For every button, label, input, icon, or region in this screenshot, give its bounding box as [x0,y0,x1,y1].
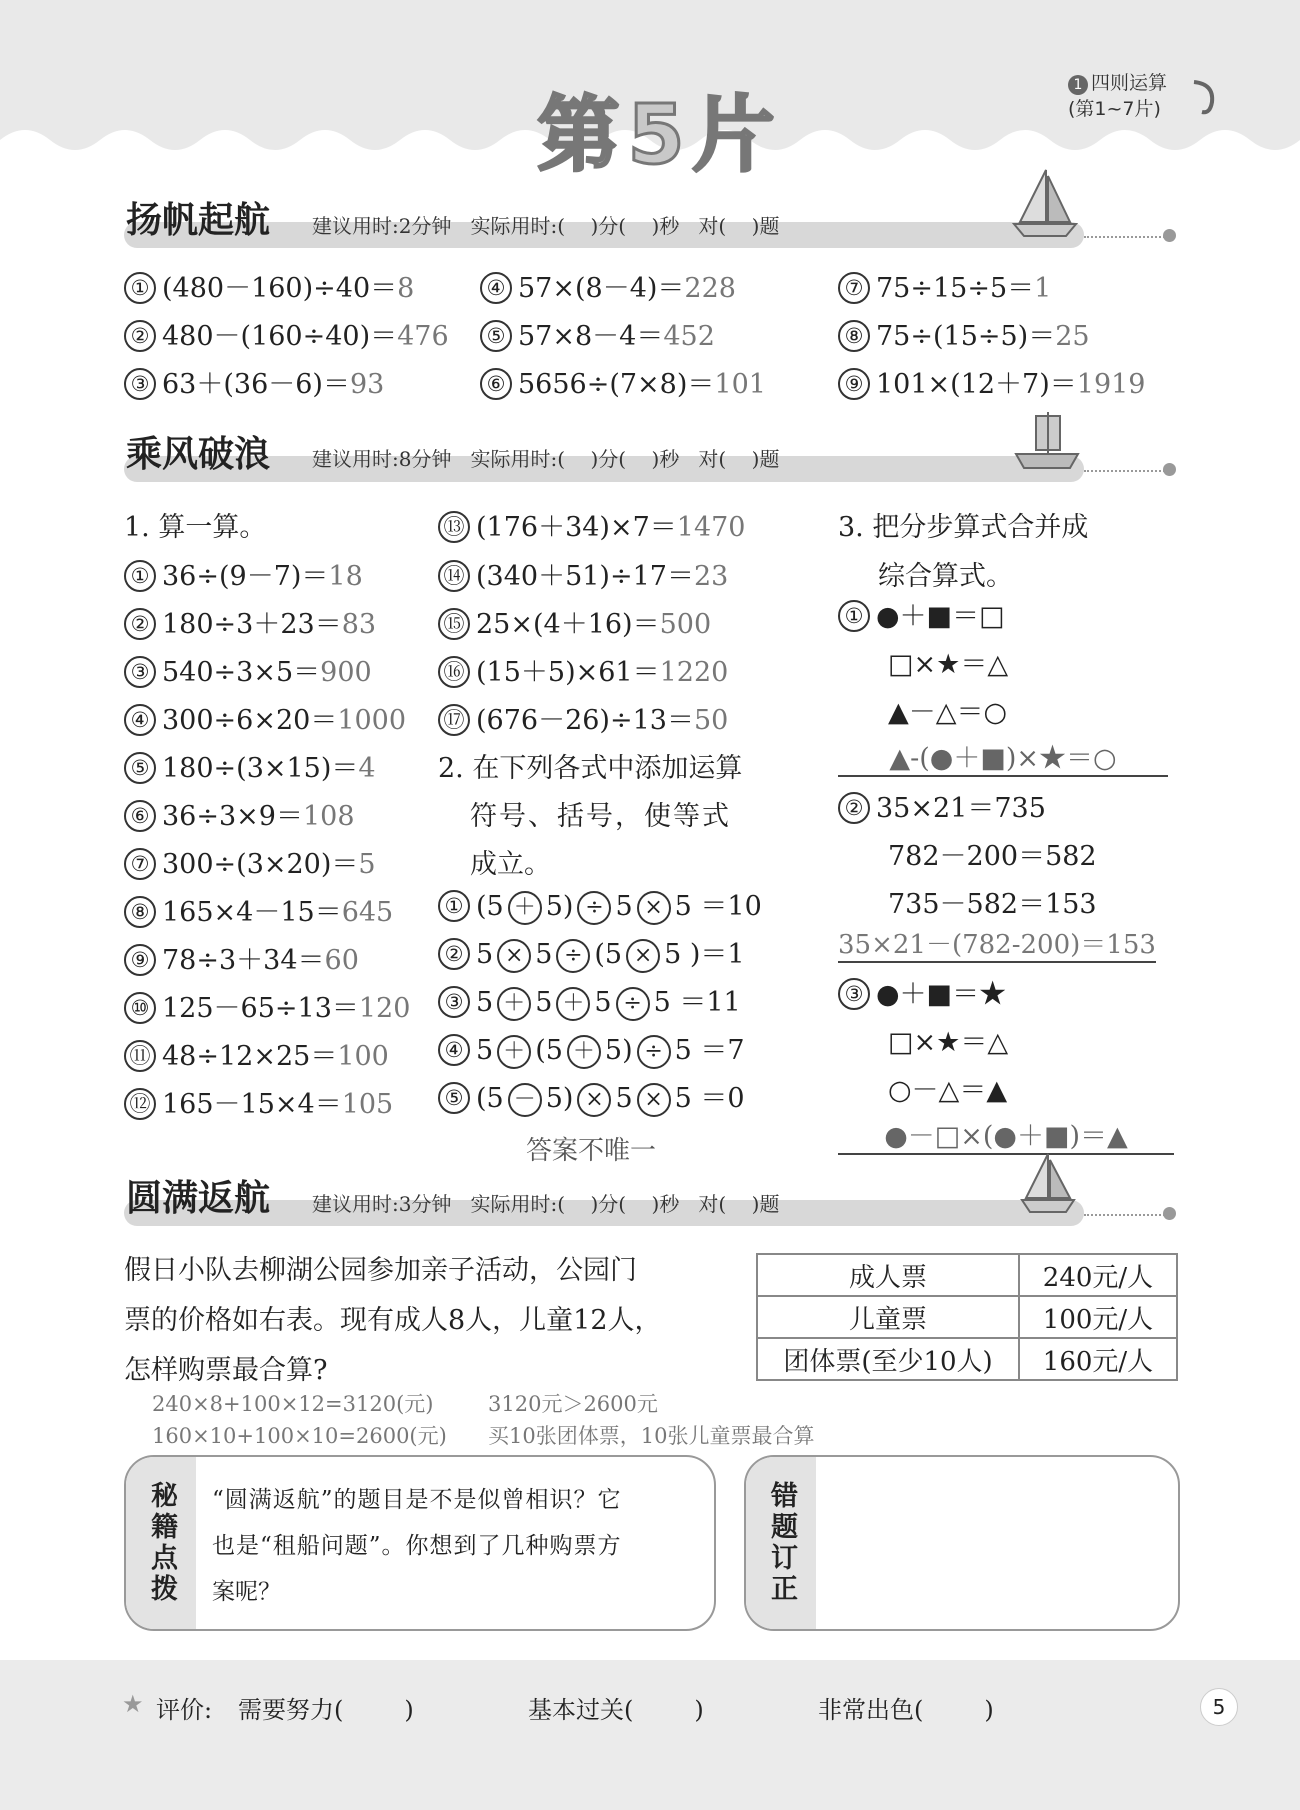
p2-item-3-mid2: 5 [594,987,612,1018]
p2-item-4-pre: 5 [476,1035,494,1066]
problem-line-2: 票的价格如右表。现有成人8人，儿童12人， [124,1305,662,1336]
p3-2-step2: 782－200＝582 [888,841,1097,872]
p3-2-step1: 35×21＝735 [876,793,1046,824]
p2-item-2-pre: 5 [476,939,494,970]
table-row [757,1296,1177,1338]
p2-item-3-mid1: 5 [535,987,553,1018]
sailboat-small-icon [1018,1150,1078,1216]
p2-item-5-end: 5 ＝0 [674,1083,745,1114]
p2-item-1-op1: ＋ [508,891,542,925]
s1-item-7 [838,266,1051,305]
p1-item-14 [438,554,728,593]
p2-item-4-op2: ＋ [567,1035,601,1069]
correction-label: 错题订正 [746,1457,816,1629]
p2-item-1-num: ① [438,890,470,922]
p1-item-3-answer: 900 [320,657,372,688]
p1-item-7-answer: 5 [358,849,376,880]
p1-item-16-answer: 1220 [659,657,729,688]
s1-item-4-num: ④ [480,272,512,304]
p1-item-6-question: 36÷3×9＝ [162,801,303,832]
p2-item-2-mid2: (5 [594,939,623,970]
s1-item-5 [480,314,715,353]
ticket-type: 团体票(至少10人) [757,1338,1019,1380]
p1-item-12-answer: 105 [341,1089,394,1120]
part3-title-2: 综合算式。 [878,561,1013,592]
p2-item-4-num: ④ [438,1034,470,1066]
s1-item-3-answer: 93 [349,369,385,400]
p2-item-4-end: 5 ＝7 [674,1035,745,1066]
p1-item-10 [124,986,410,1025]
p1-item-5-question: 180÷(3×15)＝ [162,753,359,784]
ship-icon [1012,410,1082,474]
section1-dotted-line [1084,236,1168,238]
p1-item-16-num: ⑯ [438,656,470,688]
p2-item-5-op2: × [577,1083,611,1117]
p3-2-step3: 735－582＝153 [888,889,1097,920]
p1-item-12-question: 165－15×4＝ [162,1089,342,1120]
p1-item-13-question: (176＋34)×7＝ [476,512,677,543]
s1-item-5-num: ⑤ [480,320,512,352]
p1-item-1-answer: 18 [328,561,363,592]
p1-item-3 [124,650,372,689]
ticket-type: 儿童票 [757,1296,1019,1338]
p3-2-line1 [838,786,1046,825]
p3-3-line1 [838,972,1006,1011]
s1-item-3-num: ③ [124,368,156,400]
p2-item-1-op3: × [637,891,671,925]
p1-item-6-num: ⑥ [124,800,156,832]
s1-item-9-answer: 1919 [1076,369,1146,400]
p2-item-1-op2: ÷ [577,891,611,925]
s1-item-2-answer: 476 [397,321,449,352]
p1-item-8 [124,890,393,929]
p1-item-17-question: (676－26)÷13＝ [476,705,694,736]
answer-calc-1: 240×8+100×12=3120(元) [152,1392,434,1416]
p2-item-4 [438,1028,745,1069]
s1-item-7-question: 75÷15÷5＝ [876,273,1035,304]
p1-item-17 [438,698,728,737]
p2-item-2 [438,932,745,973]
p1-item-14-question: (340＋51)÷17＝ [476,561,694,592]
p2-item-4-mid2: 5) [604,1035,633,1066]
footer-band [0,1660,1300,1810]
p1-item-13-num: ⑬ [438,511,470,543]
eval-excellent[interactable]: 非常出色( ) [818,1696,994,1724]
s1-item-8-num: ⑧ [838,320,870,352]
page-title: 第5片 [537,88,783,183]
p1-item-6-answer: 108 [302,801,355,832]
p1-item-4-answer: 1000 [337,705,407,736]
p2-item-4-op1: ＋ [497,1035,531,1069]
p2-item-2-end: 5 )＝1 [664,939,745,970]
p2-item-1-end: 5 ＝10 [674,891,762,922]
p1-item-7-question: 300÷(3×20)＝ [162,849,359,880]
problem-line-3: 怎样购票最合算? [124,1355,328,1386]
p1-item-7-num: ⑦ [124,848,156,880]
section2-dotted-line [1084,470,1168,472]
eval-label: 评价: [156,1696,213,1724]
p1-item-7 [124,842,376,881]
section3-dotted-line [1084,1214,1168,1216]
p2-item-5-mid1: 5) [545,1083,574,1114]
p1-item-5-num: ⑤ [124,752,156,784]
eval-basic-pass[interactable]: 基本过关( ) [528,1696,704,1724]
tip-box [124,1455,716,1631]
ticket-price: 100元/人 [1019,1296,1177,1338]
tip-line-3: 案呢？ [212,1579,281,1605]
p1-item-3-num: ③ [124,656,156,688]
p3-3-answer: ●－□×(●＋■)＝▲ [838,1114,1174,1155]
p3-1-step1: ●＋■＝□ [876,601,1005,632]
p3-1-line1 [838,594,1005,633]
problem-line-1: 假日小队去柳湖公园参加亲子活动，公园门 [124,1255,637,1286]
p3-3-step3: ○－△＝▲ [888,1075,1008,1106]
p1-item-10-question: 125－65÷13＝ [162,993,359,1024]
p1-item-15-answer: 500 [659,609,712,640]
p2-item-5-op3: × [637,1083,671,1117]
p3-1-step3: ▲－△＝○ [888,697,1008,728]
s1-item-2-question: 480－(160÷40)＝ [162,321,398,352]
s1-item-5-answer: 452 [663,321,715,352]
s1-item-4-answer: 228 [684,273,736,304]
s1-item-6 [480,362,766,401]
p3-1-step2: □×★＝△ [888,649,1009,680]
part2-note: 答案不唯一 [526,1136,657,1166]
p2-item-5-pre: (5 [476,1083,504,1114]
p1-item-11-num: ⑪ [124,1040,156,1072]
p2-item-2-op1: × [497,939,531,973]
p3-1-answer: ▲-(●＋■)×★＝○ [838,736,1168,777]
p2-item-2-op3: × [626,939,660,973]
p1-item-10-answer: 120 [358,993,411,1024]
s1-item-4 [480,266,736,305]
s1-item-5-question: 57×8－4＝ [518,321,664,352]
p1-item-15-num: ⑮ [438,608,470,640]
p1-item-17-num: ⑰ [438,704,470,736]
s1-item-3 [124,362,384,401]
star-icon: ★ [122,1690,144,1718]
table-row [757,1254,1177,1296]
p1-item-6 [124,794,355,833]
p3-3-num: ③ [838,978,870,1010]
s1-item-6-question: 5656÷(7×8)＝ [518,369,715,400]
s1-item-8-question: 75÷(15÷5)＝ [876,321,1056,352]
tip-label: 秘籍点拨 [126,1457,196,1629]
p1-item-4 [124,698,406,737]
p1-item-2 [124,602,376,641]
p1-item-8-question: 165×4－15＝ [162,897,342,928]
answer-compare: 3120元＞2600元 [488,1392,658,1416]
p1-item-15 [438,602,711,641]
p1-item-13-answer: 1470 [676,512,746,543]
p2-item-1-mid1: 5) [545,891,574,922]
p1-item-15-question: 25×(4＋16)＝ [476,609,660,640]
section2-hint: 建议用时:8分钟 实际用时:( )分( )秒 对( )题 [312,447,780,471]
s1-item-1 [124,266,414,305]
p3-2-num: ② [838,792,870,824]
p1-item-1-question: 36÷(9－7)＝ [162,561,329,592]
p1-item-9 [124,938,359,977]
p1-item-16 [438,650,728,689]
p3-3-step1: ●＋■＝★ [876,979,1007,1010]
section2-end-dot [1163,463,1176,476]
ticket-price: 240元/人 [1019,1254,1177,1296]
ticket-type: 成人票 [757,1254,1019,1296]
s1-item-7-answer: 1 [1034,273,1052,304]
p1-item-2-num: ② [124,608,156,640]
part2-title-2: 符号、括号，使等式 [470,801,731,832]
tip-line-1: “圆满返航”的题目是不是似曾相识？它 [212,1487,622,1513]
section1-end-dot [1163,229,1176,242]
page-number: 5 [1200,1688,1238,1726]
p1-item-5 [124,746,376,785]
p1-item-9-num: ⑨ [124,944,156,976]
p1-item-2-question: 180÷3＋23＝ [162,609,342,640]
unit-label [1068,70,1167,122]
p1-item-9-answer: 60 [324,945,359,976]
s1-item-7-num: ⑦ [838,272,870,304]
p1-item-9-question: 78÷3＋34＝ [162,945,325,976]
p2-item-5-op1: － [508,1083,542,1117]
s1-item-1-answer: 8 [397,273,415,304]
ticket-price: 160元/人 [1019,1338,1177,1380]
s1-item-9-question: 101×(12＋7)＝ [876,369,1077,400]
p3-3-step2: □×★＝△ [888,1027,1009,1058]
p1-item-2-answer: 83 [341,609,377,640]
section1-hint: 建议用时:2分钟 实际用时:( )分( )秒 对( )题 [312,214,780,238]
p1-item-11 [124,1034,389,1073]
s1-item-9 [838,362,1145,401]
tip-line-2: 也是“租船问题”。你想到了几种购票方 [212,1533,622,1559]
p2-item-3-num: ③ [438,986,470,1018]
p1-item-11-question: 48÷12×25＝ [162,1041,338,1072]
section3-end-dot [1163,1207,1176,1220]
answer-calc-2: 160×10+100×10=2600(元) [152,1424,447,1448]
p1-item-14-num: ⑭ [438,560,470,592]
p1-item-16-question: (15＋5)×61＝ [476,657,660,688]
unit-name: 四则运算 [1091,72,1168,94]
s1-item-8 [838,314,1090,353]
s1-item-4-question: 57×(8－4)＝ [518,273,685,304]
p2-item-4-mid1: (5 [535,1035,563,1066]
p2-item-3-op2: ＋ [556,987,590,1021]
p2-item-2-op2: ÷ [556,939,590,973]
p1-item-3-question: 540÷3×5＝ [162,657,321,688]
s1-item-8-answer: 25 [1055,321,1090,352]
s1-item-2-num: ② [124,320,156,352]
p1-item-4-num: ④ [124,704,156,736]
p1-item-12 [124,1082,393,1121]
eval-needs-effort[interactable]: 需要努力( ) [238,1696,414,1724]
s1-item-6-num: ⑥ [480,368,512,400]
p2-item-1-pre: (5 [476,891,504,922]
s1-item-3-question: 63＋(36－6)＝ [162,369,350,400]
p2-item-4-op3: ÷ [637,1035,671,1069]
p3-1-num: ① [838,600,870,632]
section3-title: 圆满返航 [126,1178,271,1219]
p1-item-1 [124,554,363,593]
unit-number-badge: 1 [1068,75,1088,95]
p2-item-5-mid2: 5 [615,1083,633,1114]
p2-item-3 [438,980,741,1021]
part2-title-1: 2. 在下列各式中添加运算 [438,753,743,784]
s1-item-9-num: ⑨ [838,368,870,400]
p3-2-answer: 35×21－(782-200)＝153 [838,924,1156,963]
table-row [757,1338,1177,1380]
p2-item-2-num: ② [438,938,470,970]
p1-item-14-answer: 23 [693,561,729,592]
answer-conclusion: 买10张团体票，10张儿童票最合算 [488,1424,815,1448]
p2-item-5 [438,1076,745,1117]
part1-title: 1. 算一算。 [124,512,267,543]
hook-icon [1190,78,1218,118]
section1-title: 扬帆起航 [126,200,271,241]
s1-item-2 [124,314,449,353]
part3-title-1: 3. 把分步算式合并成 [838,512,1089,543]
ticket-price-table [756,1253,1178,1381]
p1-item-8-num: ⑧ [124,896,156,928]
correction-box[interactable] [744,1455,1180,1631]
p1-item-1-num: ① [124,560,156,592]
p1-item-4-question: 300÷6×20＝ [162,705,338,736]
p2-item-3-end: 5 ＝11 [653,987,741,1018]
p2-item-3-op1: ＋ [497,987,531,1021]
s1-item-1-question: (480－160)÷40＝ [162,273,398,304]
p2-item-5-num: ⑤ [438,1082,470,1114]
p2-item-3-pre: 5 [476,987,494,1018]
section3-hint: 建议用时:3分钟 实际用时:( )分( )秒 对( )题 [312,1192,780,1216]
unit-range: (第1~7片) [1068,98,1161,120]
p1-item-12-num: ⑫ [124,1088,156,1120]
p1-item-13 [438,505,745,544]
s1-item-6-answer: 101 [714,369,766,400]
p1-item-8-answer: 645 [341,897,394,928]
p2-item-1 [438,884,762,925]
p1-item-10-num: ⑩ [124,992,156,1024]
section2-title: 乘风破浪 [126,434,271,475]
sailboat-icon [1010,166,1080,240]
s1-item-1-num: ① [124,272,156,304]
part2-title-3: 成立。 [470,849,551,880]
p2-item-1-mid2: 5 [615,891,633,922]
p2-item-2-mid1: 5 [535,939,553,970]
p1-item-5-answer: 4 [358,753,376,784]
p1-item-11-answer: 100 [337,1041,389,1072]
p2-item-3-op3: ÷ [616,987,650,1021]
p1-item-17-answer: 50 [693,705,729,736]
